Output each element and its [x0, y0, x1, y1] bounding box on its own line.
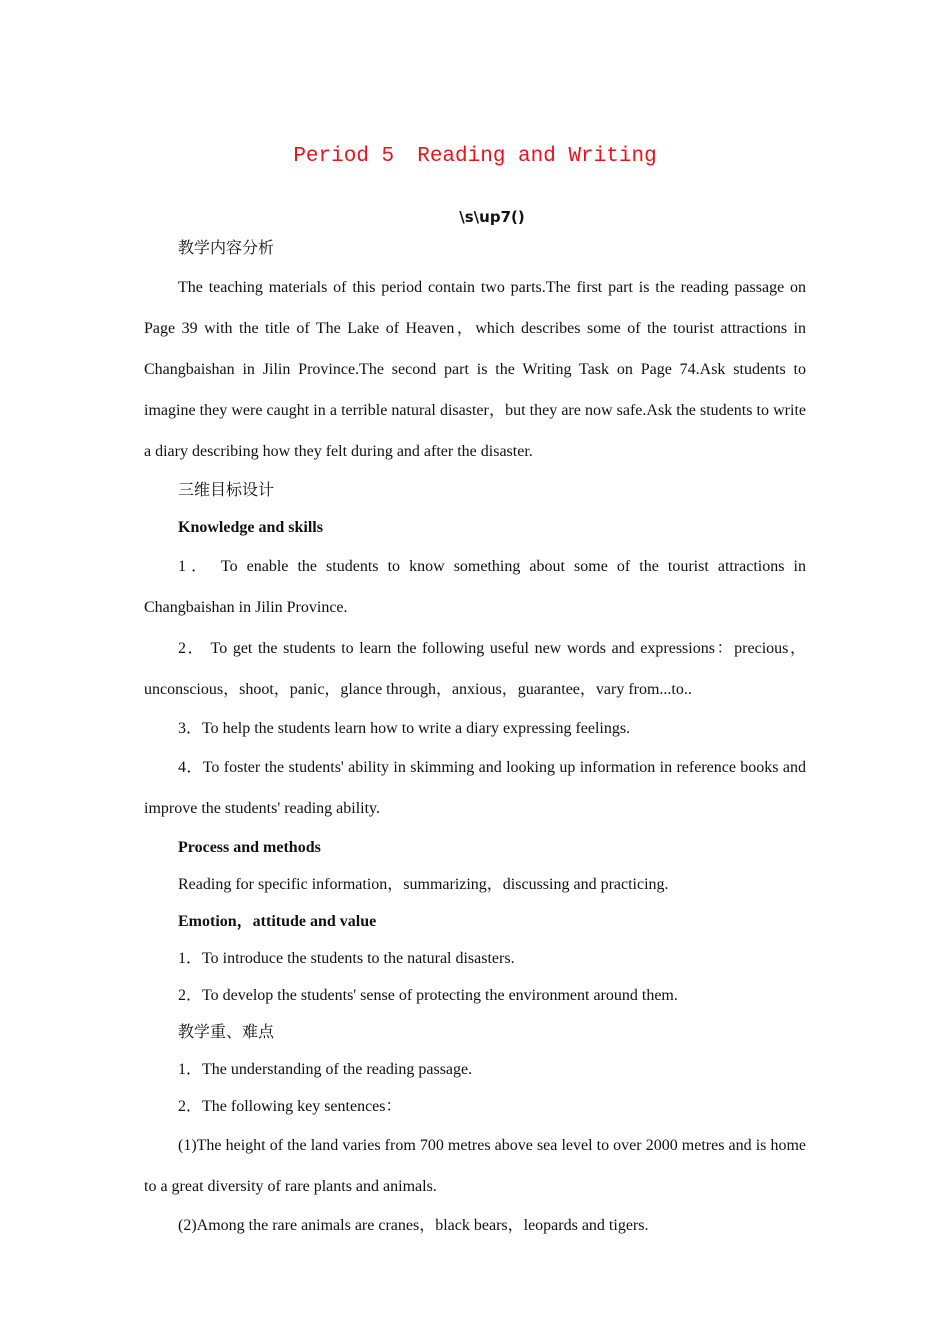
paragraph-knowledge-3: 3．To help the students learn how to write a diary expressing feelings.: [178, 720, 631, 737]
paragraph-heading-analysis: 教学内容分析: [178, 240, 275, 257]
paragraph-knowledge-4: 4．To foster the students' ability in skimming and looking up information in reference books and improve the students' reading ability.: [144, 759, 806, 817]
paragraph-key-1: 1．The understanding of the reading passage.: [178, 1061, 473, 1078]
paragraph-emotion-2: 2．To develop the students' sense of protecting the environment around them.: [178, 987, 678, 1004]
paragraph-key-2: 2．The following key sentences：: [178, 1098, 402, 1115]
page-title: Period 5 Reading and Writing: [293, 145, 657, 168]
paragraph-knowledge-1: 1． To enable the students to know something about some of the tourist attractions in Changbaishan in Jilin Province.: [144, 558, 806, 616]
paragraph-intro: The teaching materials of this period contain two parts.The first part is the reading passage on Page 39 with the title of The Lake of Heaven，which describes some of the tourist attractions in Changbaishan in Jilin Province.The second part is the Writing Task on Page 74.Ask students to imagine they were caught in a terrible natural disaster，but they are now safe.Ask the students to write a diary describing how they felt during and after the disaster.: [144, 279, 806, 460]
paragraph-heading-key-points: 教学重、难点: [178, 1024, 275, 1041]
paragraph-heading-objectives: 三维目标设计: [178, 482, 275, 499]
document-body: [144, 230, 806, 1244]
paragraph-emotion-heading: Emotion，attitude and value: [178, 913, 377, 930]
paragraph-sentence-2: (2)Among the rare animals are cranes，black bears，leopards and tigers.: [178, 1217, 649, 1234]
page-subtitle: \s\up7(): [459, 208, 525, 226]
paragraph-knowledge-2: 2． To get the students to learn the following useful new words and expressions：precious，unconscious，shoot，panic，glance through，anxious，guarantee，vary from...to..: [144, 640, 807, 698]
paragraph-process-heading: Process and methods: [178, 839, 321, 856]
paragraph-emotion-1: 1．To introduce the students to the natural disasters.: [178, 950, 515, 967]
paragraph-sentence-1: (1)The height of the land varies from 700 metres above sea level to over 2000 metres and is home to a great diversity of rare plants and animals.: [144, 1137, 806, 1195]
paragraph-knowledge-heading: Knowledge and skills: [178, 519, 323, 536]
paragraph-process-text: Reading for specific information，summarizing，discussing and practicing.: [178, 876, 669, 893]
